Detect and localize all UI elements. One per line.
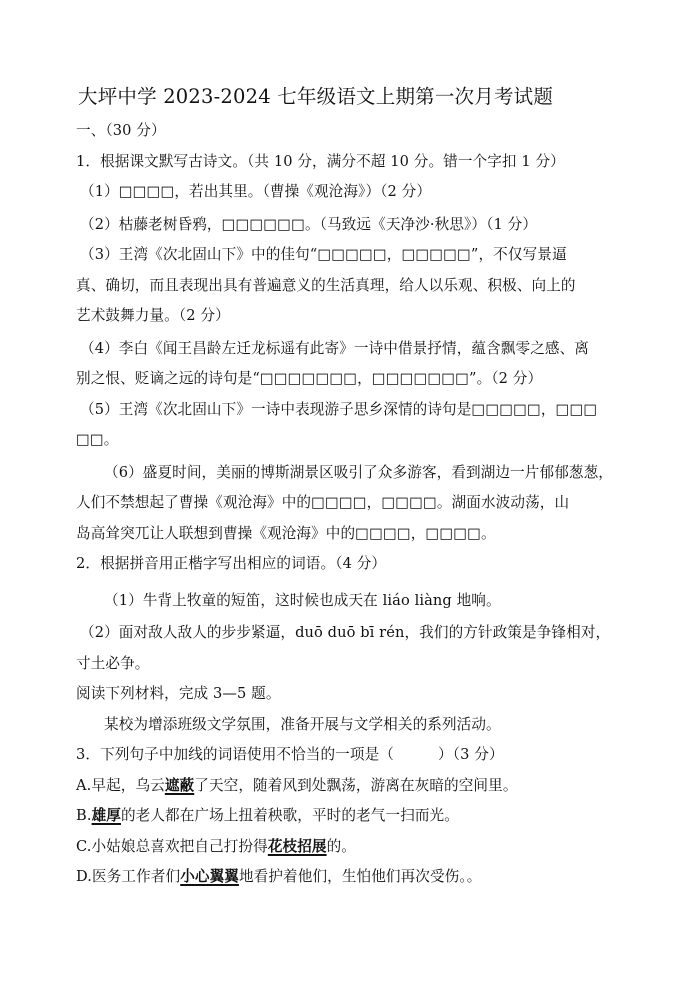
question-1-item-6 [76,458,624,550]
option-text: B. [76,807,92,824]
question-3-option-b [76,801,624,832]
question-1-item-5 [76,395,624,456]
option-text: 了天空，随着风到处飘荡，游离在灰暗的空间里。 [194,776,518,794]
question-1-item-3-line: 真、确切，而且表现出具有普遍意义的生活真理，给人以乐观、积极、向上的 [76,276,576,294]
option-text: A.早起，乌云 [76,776,165,794]
question-2-item-2-line: 寸土必争。 [76,654,150,672]
question-2-item-2 [76,618,624,679]
question-1-item-5-line: □□。 [76,431,119,448]
question-1-item-3 [76,240,624,332]
question-1-item-3-line: （3）王湾《次北固山下》中的佳句“□□□□□，□□□□□”，不仅写景逼 [80,246,567,263]
question-3-option-c [76,832,624,863]
question-1-item-4-line: 别之恨、贬谪之远的诗句是“□□□□□□□，□□□□□□□”。（2 分） [76,370,543,387]
underlined-word: 花枝招展 [267,837,327,855]
exam-page [76,82,624,893]
exam-title: 大坪中学 2023-2024 七年级语文上期第一次月考试题 [78,85,554,108]
question-1-item-6-line: （6）盛夏时间，美丽的博斯湖景区吸引了众多游客，看到湖边一片郁郁葱葱， [104,463,613,481]
question-1-item-1: （1）□□□□，若出其里。（曹操《观沧海》）（2 分） [80,183,432,200]
section-heading: 一、（30 分） [76,122,166,139]
question-1-item-5-line: （5）王湾《次北固山下》一诗中表现游子思乡深情的诗句是□□□□□，□□□ [80,400,598,418]
reading-instruction: 阅读下列材料，完成 3—5 题。 [76,685,281,702]
option-text: 地看护着他们，生怕他们再次受伤。。 [238,868,482,885]
question-3-stem: 3．下列句子中加线的词语使用不恰当的一项是（ ）（3 分） [76,746,504,763]
question-3-option-a [76,771,624,802]
question-3-option-d [76,862,624,893]
question-1-item-2: （2）枯藤老树昏鸦，□□□□□□。（马致远《天净沙·秋思》）（1 分） [80,215,538,233]
question-2-item-2-line: （2）面对敌人敌人的步步紧逼，duō duō bī rén，我们的方针政策是争锋相对， [80,624,611,641]
underlined-word: 遮蔽 [164,776,195,794]
reading-material: 某校为增添班级文学氛围，准备开展与文学相关的系列活动。 [104,715,501,733]
question-1-item-6-line: 岛高耸突兀让人联想到曹操《观沧海》中的□□□□，□□□□。 [76,524,496,542]
underlined-word: 小心翼翼 [180,868,239,885]
option-text: 的老人都在广场上扭着秧歌，平时的老气一扫而光。 [120,807,459,824]
option-text: 的。 [326,837,356,855]
question-2-stem: 2．根据拼音用正楷字写出相应的词语。（4 分） [76,555,387,572]
option-text: D.医务工作者们 [76,868,181,885]
question-1-stem: 1．根据课文默写古诗文。（共 10 分，满分不超 10 分。错一个字扣 1 分） [76,152,565,170]
question-1-item-3-line: 艺术鼓舞力量。（2 分） [76,307,230,324]
question-1-item-4-line: （4）李白《闻王昌龄左迁龙标遥有此寄》一诗中借景抒情，蕴含飘零之感、离 [80,339,589,357]
underlined-word: 雄厚 [91,807,121,824]
option-text: C.小姑娘总喜欢把自己打扮得 [76,837,268,855]
question-2-item-1: （1）牛背上牧童的短笛，这时候也成天在 liáo liàng 地响。 [104,591,501,609]
question-1-item-4 [76,334,624,395]
question-1-item-6-line: 人们不禁想起了曹操《观沧海》中的□□□□，□□□□。湖面水波动荡，山 [76,494,570,511]
